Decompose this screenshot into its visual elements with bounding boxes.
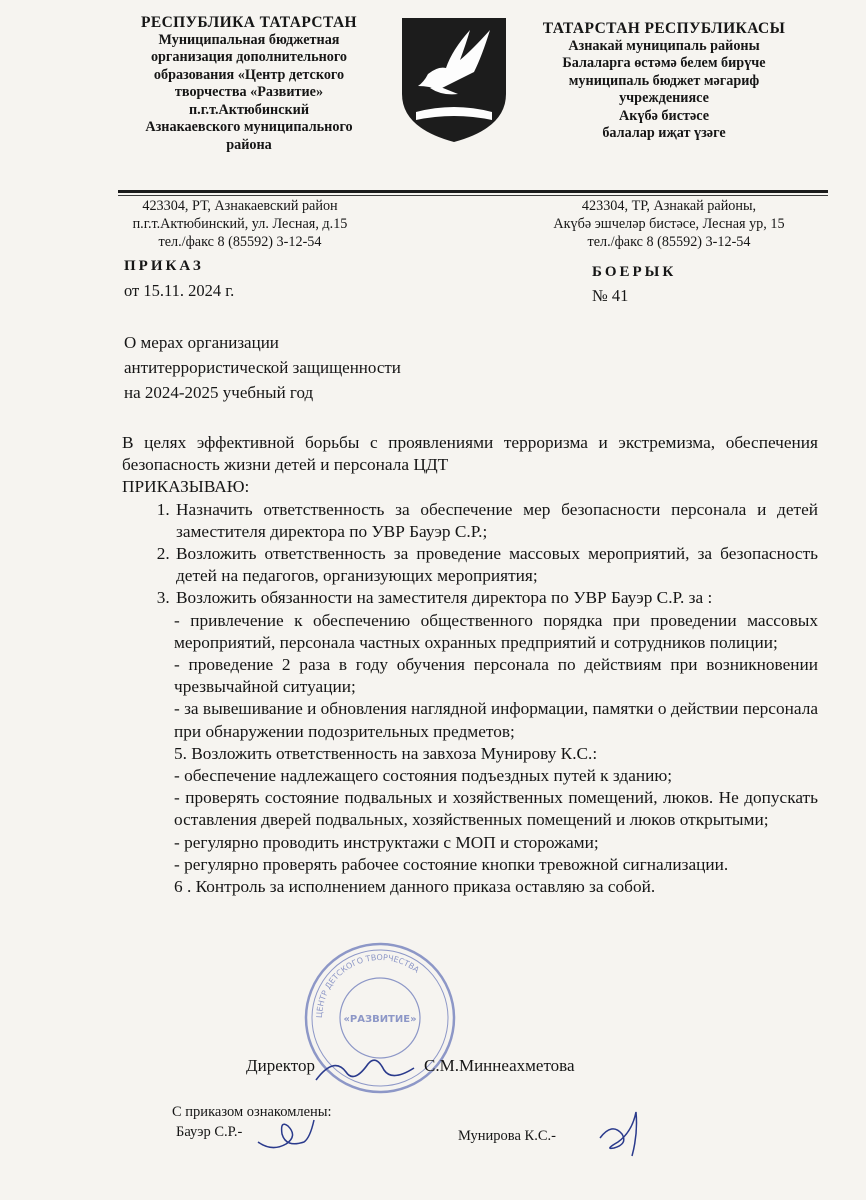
sub-item: - проверять состояние подвальных и хозяйственных помещений, люков. Не допускать оставления дверей подвальных, хозяйственных помещений и люков открытыми; (174, 788, 818, 830)
order-date: от 15.11. 2024 г. (124, 281, 235, 300)
header-right-line: Азнакай муниципаль районы (568, 37, 760, 54)
header-left-line: Азнакаевского муниципального (145, 119, 353, 135)
order-subject (124, 330, 401, 405)
header-left-line: п.г.т.Актюбинский (188, 101, 310, 118)
address-line: тел./факс 8 (85592) 3-12-54 (158, 233, 322, 250)
subject-line: О мерах организации (124, 333, 279, 352)
order-item: 2. Возложить ответственность за проведение массовых мероприятий, за безопасность детей на педагогов, организующих мероприятия; (174, 543, 818, 587)
order-label-tt: БОЕРЫК (592, 264, 677, 280)
eagle-coat-of-arms-icon (398, 16, 510, 144)
director-name: С.М.Миннеахметова (424, 1056, 575, 1075)
sub-item: - за вывешивание и обновления наглядной информации, памятки о действии персонала при обнаружении подозрительных предметов; (174, 699, 818, 741)
header-left-line: организация дополнительного (150, 49, 348, 65)
subject-line: на 2024-2025 учебный год (124, 383, 314, 402)
header-right-line: балалар иҗат үзәге (602, 125, 726, 141)
acknowledgement-person-1: Бауэр С.Р.- (176, 1124, 243, 1140)
header-right-line: Акүбә бистәсе (618, 107, 710, 124)
stamp-center-text: «РАЗВИТИЕ» (343, 1014, 417, 1025)
order-item: 3. Возложить обязанности на заместителя директора по УВР Бауэр С.Р. за : (174, 587, 818, 609)
order-label-ru: ПРИКАЗ (124, 258, 204, 274)
address-left (100, 198, 380, 251)
acknowledgement-person-2: Мунирова К.С.- (458, 1128, 556, 1144)
header-left-title: РЕСПУБЛИКА ТАТАРСТАН (140, 14, 358, 31)
order-item-6: 6 . Контроль за исполнением данного приказа оставляю за собой. (174, 877, 656, 897)
sub-item: - привлечение к обеспечению общественного порядка при проведении массовых мероприятий, персонала частных охранных предприятий и сотрудников полиции; (174, 610, 818, 652)
sub-item: - регулярно проводить инструктажи с МОП и сторожами; (174, 832, 599, 852)
director-title: Директор (246, 1056, 315, 1075)
sub-item: - обеспечение надлежащего состояния подъездных путей к зданию; (174, 766, 673, 786)
director-signature-line (246, 1056, 618, 1076)
header-divider (118, 190, 828, 193)
header-left-line: Муниципальная бюджетная (158, 31, 340, 48)
header-left-line: образования «Центр детского (153, 66, 345, 83)
header-left-line: творчества «Развитие» (174, 84, 324, 100)
order-items (122, 499, 818, 610)
signature-2-icon (592, 1104, 652, 1164)
order-body (122, 432, 818, 898)
header-left-line: района (226, 136, 272, 153)
header-right-line: муниципаль бюджет мәгариф (568, 72, 760, 89)
order-number: № 41 (592, 286, 629, 305)
header-right-title: ТАТАРСТАН РЕСПУБЛИКАСЫ (542, 20, 786, 37)
sub-item: - проведение 2 раза в году обучения персонала по действиям при возникновении чрезвычайной ситуации; (174, 655, 818, 697)
header-left (118, 14, 380, 154)
header-divider-thin (118, 195, 828, 196)
address-right (524, 198, 814, 251)
stamp-ring-text: ЦЕНТР ДЕТСКОГО ТВОРЧЕСТВА (314, 952, 421, 1019)
header-right-line: учреждениясе (619, 90, 709, 106)
acknowledgement-title: С приказом ознакомлены: (172, 1104, 332, 1120)
order-item-5: 5. Возложить ответственность на завхоза Мунирову К.С.: (174, 743, 598, 763)
header-right-line: Балаларга өстәмә белем бирүче (562, 55, 766, 71)
subject-line: антитеррористической защищенности (124, 358, 401, 377)
address-line: Акүбә эшчеләр бистәсе, Лесная ур, 15 (553, 215, 785, 232)
sub-items (122, 610, 818, 899)
order-item: 1. Назначить ответственность за обеспечение мер безопасности персонала и детей заместителя директора по УВР Бауэр С.Р.; (174, 499, 818, 543)
address-line: 423304, РТ, Азнакаевский район (142, 198, 338, 214)
header-right (528, 20, 800, 143)
sub-item: - регулярно проверять рабочее состояние кнопки тревожной сигнализации. (174, 854, 729, 874)
intro-paragraph: В целях эффективной борьбы с проявлениями терроризма и экстремизма, обеспечения безопасность жизни детей и персонала ЦДТ (122, 433, 818, 475)
address-line: тел./факс 8 (85592) 3-12-54 (587, 233, 751, 250)
address-line: п.г.т.Актюбинский, ул. Лесная, д.15 (132, 215, 348, 232)
command-word: ПРИКАЗЫВАЮ: (122, 477, 250, 497)
address-line: 423304, ТР, Азнакай районы, (581, 198, 757, 214)
